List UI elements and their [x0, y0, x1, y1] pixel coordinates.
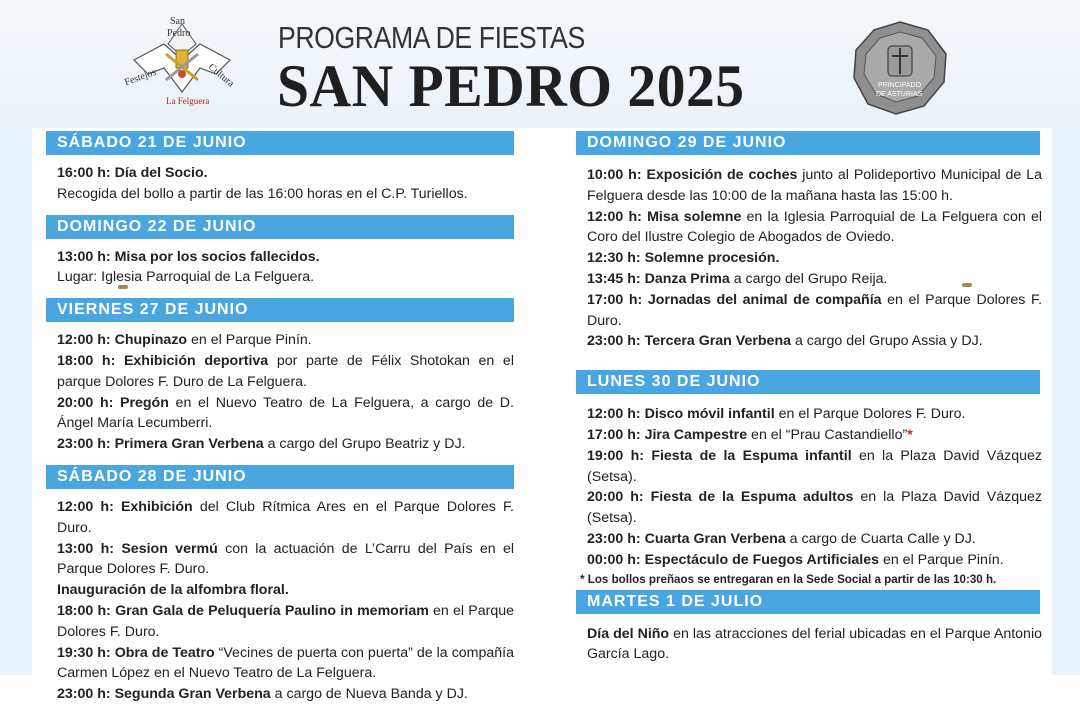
seal-text-asturias: DE ASTURIAS [876, 91, 923, 98]
day-header-vie27: VIERNES 27 DE JUNIO [46, 298, 514, 322]
event-title: Chupinazo [114, 332, 188, 349]
event-title: Fiesta de la Espuma adultos [650, 489, 854, 506]
event-title: Solemne procesión. [644, 250, 780, 267]
event-row [57, 247, 514, 268]
event-detail: en la Plaza David Vázquez (Setsa). [587, 489, 1042, 527]
page-title: SAN PEDRO 2025 [277, 53, 745, 119]
event-title: Segunda Gran Verbena [114, 686, 271, 703]
event-time: 16:00 h: [57, 165, 111, 181]
event-detail: del Club Rítmica Ares en el Parque Dolores F. Duro. [57, 498, 514, 536]
event-time: 17:00 h: [587, 291, 643, 308]
event-title: Exhibición deportiva [123, 352, 269, 369]
event-row [587, 550, 1042, 571]
event-time: 23:00 h: [57, 686, 111, 703]
event-row [587, 624, 1042, 666]
event-time: 19:30 h: [57, 644, 111, 661]
paper-speck [118, 285, 128, 289]
event-row [57, 684, 514, 705]
event-row [57, 643, 514, 685]
event-row [587, 425, 1042, 446]
left-column [46, 131, 514, 709]
event-row [57, 601, 514, 643]
event-time: 18:00 h: [57, 352, 116, 369]
asterisk-mark: * [907, 426, 913, 443]
event-title: Danza Prima [644, 270, 730, 287]
left-margin-wash [0, 128, 32, 675]
event-title: Exhibición [120, 498, 193, 515]
event-detail: a cargo del Grupo Reija. [729, 270, 888, 287]
event-title: Jira Campestre [644, 426, 748, 443]
paper-speck [962, 283, 972, 287]
event-time: 12:00 h: [587, 208, 642, 225]
event-detail: en el Nuevo Teatro de La Felguera, a cargo de D. Ángel María Lecumberri. [57, 394, 514, 432]
event-row [57, 539, 514, 581]
bollos-footnote: * Los bollos preñaos se entregaran en la Sede Social a partir de las 10:30 h. [580, 572, 997, 586]
event-title: Misa por los socios fallecidos. [114, 248, 320, 265]
event-title: Inauguración de la alfombra floral. [57, 582, 289, 599]
event-row [587, 290, 1042, 332]
event-row [57, 393, 514, 435]
event-row [587, 446, 1042, 488]
event-time: 12:00 h: [57, 332, 111, 349]
event-title: Espectáculo de Fuegos Artificiales [644, 551, 880, 568]
event-detail: a cargo del Grupo Beatriz y DJ. [263, 436, 466, 453]
event-title: Cuarta Gran Verbena [644, 530, 786, 547]
event-title: Fiesta de la Espuma infantil [651, 447, 852, 464]
logo-text-san: San [170, 16, 185, 27]
event-detail: a cargo de Nueva Banda y DJ. [270, 686, 468, 703]
event-detail: en el “Prau Castandiello” [747, 426, 908, 443]
event-time: 23:00 h: [57, 436, 111, 453]
event-detail: “Vecines de puerta con puerta” de la compañía Carmen López en el Nuevo Teatro de La Felguera. [57, 644, 514, 682]
day-events-dom29 [576, 155, 1042, 356]
event-time: 13:00 h: [57, 248, 111, 265]
event-detail: en la Iglesia Parroquial de La Felguera con el Coro del Ilustre Colegio de Abogados de Oviedo. [587, 208, 1043, 246]
seal-text-principado: PRINCIPADO [878, 82, 922, 89]
logo-text-pedro: Pedro [167, 28, 191, 39]
event-title: Pregón [120, 394, 169, 411]
event-row [57, 434, 514, 455]
event-time: 13:00 h: [57, 540, 115, 557]
principado-asturias-logo [850, 20, 950, 116]
event-time: 19:00 h: [587, 447, 644, 464]
event-time: 12:30 h: [587, 250, 641, 267]
day-events-mar1 [576, 614, 1042, 670]
event-detail: en el Parque Dolores F. Duro. [587, 291, 1043, 329]
event-detail: en las atracciones del ferial ubicadas en el Parque Antonio García Lago. [587, 625, 1042, 663]
event-time: 12:00 h: [587, 406, 641, 423]
event-row [587, 529, 1042, 550]
logo-text-cultura: Cultura [205, 61, 237, 90]
event-detail: Lugar: Iglesia Parroquial de La Felguera. [57, 269, 315, 286]
event-detail: en el Parque Pinín. [879, 551, 1004, 568]
event-title: Primera Gran Verbena [114, 436, 264, 453]
day-events-sab28 [46, 489, 514, 709]
event-row [587, 331, 1042, 352]
event-title: Jornadas del animal de compañía [647, 291, 882, 308]
event-title: Sesion vermú [121, 540, 218, 557]
event-row [587, 248, 1042, 269]
day-header-dom29: DOMINGO 29 DE JUNIO [576, 131, 1040, 155]
event-time: 13:45 h: [587, 270, 641, 287]
event-detail: a cargo de Cuarta Calle y DJ. [785, 530, 976, 547]
event-detail: junto al Polideportivo Municipal de La Felguera desde las 10:00 de la mañana hasta las 15:00 h. [587, 167, 1042, 204]
event-detail: en la Plaza David Vázquez (Setsa). [587, 447, 1042, 485]
event-title: Día del Socio. [114, 165, 208, 181]
event-title: Obra de Teatro [114, 644, 215, 661]
event-time: 23:00 h: [587, 333, 641, 350]
logo-text-la-felguera: La Felguera [166, 96, 210, 106]
event-title: Exposición de coches [646, 167, 798, 183]
program-subtitle: PROGRAMA DE FIESTAS [278, 20, 585, 55]
event-detail: con la actuación de L’Carru del País en el Parque Dolores F. Duro. [57, 540, 515, 578]
day-header-sab28: SÁBADO 28 DE JUNIO [46, 465, 514, 489]
event-time: 20:00 h: [587, 489, 644, 506]
event-row [587, 207, 1042, 249]
event-row [57, 163, 514, 184]
event-detail: a cargo del Grupo Assia y DJ. [791, 333, 983, 350]
event-row [587, 404, 1042, 425]
san-pedro-logo [123, 14, 238, 110]
event-time: 00:00 h: [587, 551, 641, 568]
event-row [587, 487, 1042, 529]
day-header-sab21: SÁBADO 21 DE JUNIO [46, 131, 514, 155]
logo-text-festejos: Festejos [123, 66, 158, 89]
event-detail: en el Parque Dolores F. Duro. [57, 602, 514, 640]
event-title: Día del Niño [587, 625, 670, 642]
event-title: Tercera Gran Verbena [644, 333, 791, 350]
event-time: 20:00 h: [57, 394, 114, 411]
event-row [587, 269, 1042, 290]
event-detail: en el Parque Pinín. [187, 332, 312, 349]
event-detail: en el Parque Dolores F. Duro. [774, 406, 966, 423]
day-header-lun30: LUNES 30 DE JUNIO [576, 370, 1040, 394]
day-events-dom22 [46, 239, 514, 293]
event-detail: por parte de Félix Shotokan en el parque Dolores F. Duro de La Felguera. [57, 352, 514, 390]
event-time: 18:00 h: [57, 602, 111, 619]
right-margin-wash [1052, 128, 1080, 675]
event-row [57, 580, 514, 601]
event-row [587, 165, 1042, 207]
day-events-sab21 [46, 155, 514, 209]
asturias-seal-icon [850, 20, 950, 116]
event-detail: Recogida del bollo a partir de las 16:00 horas en el C.P. Turiellos. [57, 185, 468, 202]
event-time: 17:00 h: [587, 426, 641, 443]
event-row [57, 330, 514, 351]
event-title: Disco móvil infantil [644, 406, 775, 423]
day-header-mar1: MARTES 1 DE JULIO [576, 590, 1040, 614]
event-row [57, 497, 514, 539]
event-row [57, 351, 514, 393]
event-title: Misa solemne [647, 208, 742, 225]
event-title: Gran Gala de Peluquería Paulino in memoriam [115, 602, 429, 619]
event-time: 23:00 h: [587, 530, 641, 547]
right-column [576, 131, 1042, 669]
event-time: 10:00 h: [587, 167, 642, 183]
day-events-vie27 [46, 322, 514, 459]
day-events-lun30 [576, 394, 1042, 570]
day-header-dom22: DOMINGO 22 DE JUNIO [46, 215, 514, 239]
event-time: 12:00 h: [57, 498, 114, 515]
